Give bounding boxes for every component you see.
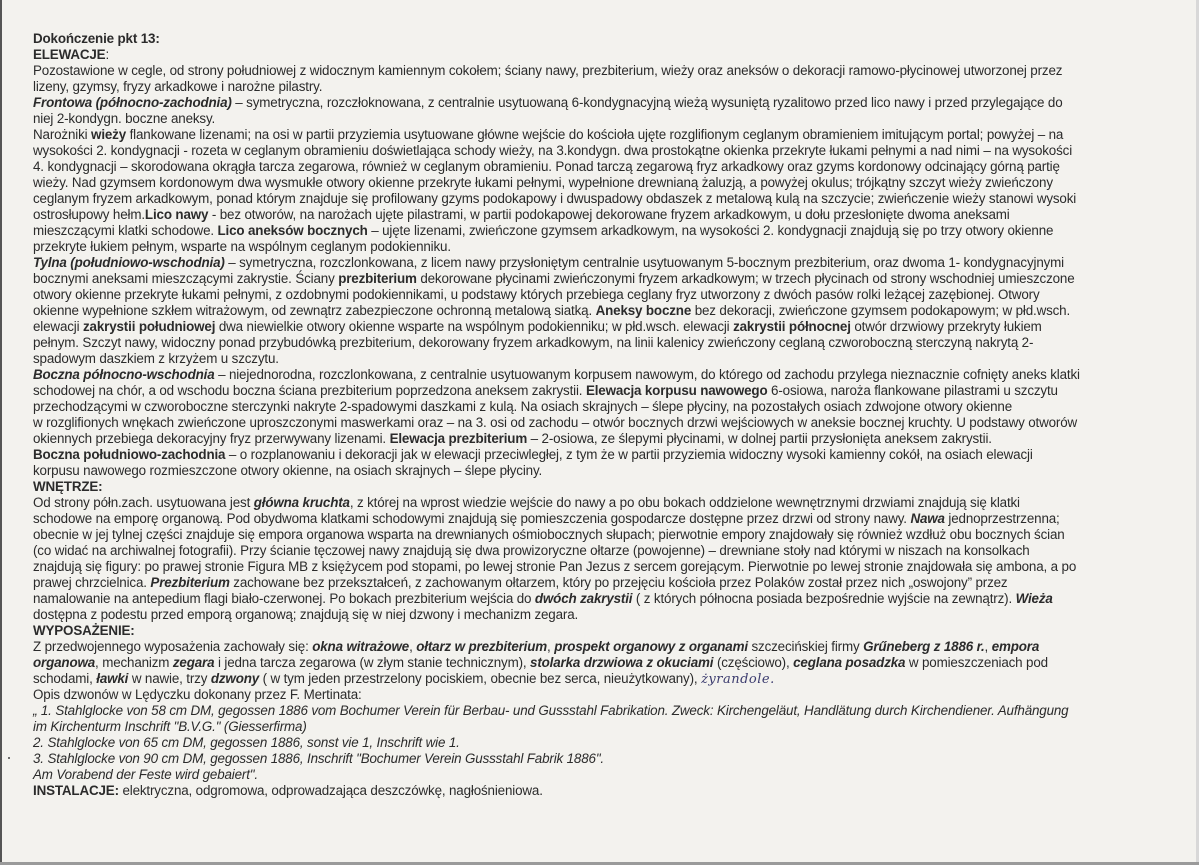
text-segment: w rozglifionych wnękach zwieńczone uproszczonymi maswerkami oraz – na 3. osi od zachodu – otwór bocznych drzwi wejściowych w aneksie bocznej kruchty. U podstawy otworów	[33, 415, 1078, 430]
text-segment: niej 2-kondygn. boczne aneksy.	[33, 111, 216, 126]
text-line	[33, 527, 1193, 543]
text-line	[33, 735, 1193, 751]
emphasized-text: Nawa	[910, 511, 945, 526]
text-segment: okienne wypełnione szkłem witrażowym, od zewnątrz zabezpieczone ochronną metalową siatką.	[33, 303, 596, 318]
text-segment: 4. kondygnacji – skorodowana okrągła tarcza zegarowa, również w ceglanym obramieniu. Ponad tarczą zegarową fryz arkadkowy oraz gzyms kordonowy odcinający górną partię	[33, 159, 1060, 174]
text-segment: Od strony półn.zach. usytuowana jest	[33, 495, 254, 510]
text-line	[33, 287, 1193, 303]
text-segment: Z przedwojennego wyposażenia zachowały się:	[33, 639, 313, 654]
text-segment: wysokości 2. kondygnacji - rozeta w ceglanym obramieniu doświetlająca schody wieży, na 3.kondygn. dwa prostokątne okienka przekryte łukami pełnymi a nad nimi – na wysokości	[33, 143, 1073, 158]
emphasized-text: wieży	[91, 127, 127, 142]
text-line	[33, 767, 1193, 783]
scan-speck	[8, 757, 10, 759]
handwritten-note: żyrandole.	[701, 672, 775, 687]
document-body	[33, 31, 1193, 799]
text-segment: – symetryczna, rozczłoknowana, z centralnie usytuowaną 6-kondygnacyjną wieżą wysuniętą ryzalitowo przed lico nawy i przed przylegające do	[231, 95, 1063, 110]
text-segment: dostępna z podestu przed emporą organową; znajdują się w niej dzwony i mechanizm zegara.	[33, 607, 579, 622]
text-line	[33, 271, 1193, 287]
text-line	[33, 143, 1193, 159]
emphasized-text: okna witrażowe	[312, 639, 410, 654]
text-segment: 2. Stahlglocke von 65 cm DM, gegossen 1886, sonst vie 1, Inschrift wie 1.	[33, 735, 460, 750]
emphasized-text: zakrystii północnej	[733, 319, 851, 334]
text-segment: ,	[409, 639, 417, 654]
emphasized-text: zakrystii południowej	[83, 319, 216, 334]
text-segment: – niejednorodna, rozczlonkowana, z centralnie usytuowanym korpusem nawowym, do którego od zachodu przylega nieznacznie cofnięty aneks klatki	[214, 367, 1080, 382]
text-line	[33, 191, 1193, 207]
text-segment: bocznymi aneksami mieszczącymi zakrystie. Ściany	[33, 271, 339, 286]
emphasized-text: ELEWACJE	[33, 47, 106, 62]
text-line	[33, 335, 1193, 351]
text-line	[33, 703, 1193, 719]
emphasized-text: Aneksy boczne	[595, 303, 692, 318]
text-segment: – o rozplanowaniu i dekoracji jak w elewacji przeciwległej, z tym że w partii przyziemia widoczny wysoki kamienny cokół, na osiach elewacji	[225, 447, 1033, 462]
text-segment: Opis dzwonów w Lędyczku dokonany przez F. Mertinata:	[33, 687, 362, 702]
text-line	[33, 479, 1193, 495]
emphasized-text: prezbiterium	[338, 271, 417, 286]
text-segment: dwa niewielkie otwory okienne wsparte na wspólnym podokienniku; w płd.wsch. elewacji	[215, 319, 734, 334]
emphasized-text: Lico aneksów bocznych	[217, 223, 368, 238]
text-line	[33, 303, 1193, 319]
text-line	[33, 207, 1193, 223]
text-line	[33, 719, 1193, 735]
text-line	[33, 495, 1193, 511]
text-segment: korpusu nawowego rozmieszczone otwory okienne, na osiach skrajnych – ślepe płyciny.	[33, 463, 543, 478]
emphasized-text: Prezbiterium	[150, 575, 230, 590]
emphasized-text: dwóch zakrystii	[534, 591, 633, 606]
text-segment: 3. Stahlglocke von 90 cm DM, gegossen 1886, Inschrift "Bochumer Verein Gussstahl Fabrik 1886".	[33, 751, 605, 766]
text-segment: , mechanizm	[95, 655, 173, 670]
text-line	[33, 383, 1193, 399]
text-line	[33, 111, 1193, 127]
text-line	[33, 575, 1193, 591]
text-segment: - bez otworów, na narożach ujęte pilastrami, w partii podokapowej dekorowane fryzem arkadkowym, u dołu przesłonięte dwoma aneksami	[208, 207, 1010, 222]
emphasized-text: organowa	[33, 655, 96, 670]
text-line	[33, 63, 1193, 79]
emphasized-text: ołtarz w prezbiterium	[416, 639, 548, 654]
emphasized-text: WYPOSAŻENIE:	[33, 623, 135, 638]
text-line	[33, 367, 1193, 383]
emphasized-text: dzwony	[210, 671, 260, 686]
emphasized-text: Boczna południowo-zachodnia	[33, 447, 226, 462]
text-line	[33, 623, 1193, 639]
text-line	[33, 751, 1193, 767]
text-line	[33, 47, 1193, 63]
text-segment: przekryte łukiem pełnym, wsparte na wspólnym ceglanym podokienniku.	[33, 239, 451, 254]
text-segment: ( z których północna posiada bezpośrednie wyjście na zewnątrz).	[632, 591, 1016, 606]
text-line	[33, 239, 1193, 255]
text-segment: lizeny, gzymsy, fryzy arkadkowe i narożne pilastry.	[33, 79, 323, 94]
emphasized-text: Elewacja prezbiterium	[389, 431, 528, 446]
emphasized-text: główna kruchta	[253, 495, 350, 510]
text-line	[33, 95, 1193, 111]
text-segment: (częściowo),	[713, 655, 794, 670]
text-segment: elektryczna, odgromowa, odprowadzająca deszczówkę, nagłośnieniowa.	[118, 783, 543, 798]
text-line	[33, 543, 1193, 559]
emphasized-text: zegara	[172, 655, 215, 670]
scan-edge-left	[0, 0, 2, 865]
text-line	[33, 255, 1193, 271]
text-line	[33, 31, 1193, 47]
text-line	[33, 127, 1193, 143]
text-segment: Narożniki	[33, 127, 92, 142]
emphasized-text: Frontowa (północno-zachodnia)	[33, 95, 232, 110]
emphasized-text: Wieża	[1015, 591, 1053, 606]
emphasized-text: WNĘTRZE:	[33, 479, 103, 494]
text-segment: Am Vorabend der Feste wird gebaiert".	[33, 767, 258, 782]
text-line	[33, 463, 1193, 479]
text-segment: znajdują się figury: po prawej stronie Figura MB z księżycem pod stopami, po lewej stronie Pan Jezus z sercem gorejącym. Pierwotnie po lewej stronie znajdowała się ambona, a po	[33, 559, 1077, 574]
text-segment: szczecińskiej firmy	[747, 639, 864, 654]
text-line	[33, 783, 1193, 799]
text-segment: ,	[547, 639, 555, 654]
text-line	[33, 175, 1193, 191]
emphasized-text: INSTALACJE:	[33, 783, 119, 798]
text-segment: w nawie, trzy	[128, 671, 211, 686]
text-line	[33, 607, 1193, 623]
text-segment: Pozostawione w cegle, od strony południowej z widocznym kamiennym cokołem; ściany nawy, prezbiterium, wieży oraz aneksów o dekoracji ramowo-płycinowej utworzonej przez	[33, 63, 1063, 78]
text-line	[33, 319, 1193, 335]
text-line	[33, 591, 1193, 607]
text-segment: 6-osiowa, naroża flankowane pilastrami u szczytu	[767, 383, 1058, 398]
emphasized-text: Tylna (południowo-wschodnia)	[33, 255, 225, 270]
text-line	[33, 223, 1193, 239]
text-segment: – ujęte lizenami, zwieńczone gzymsem arkadkowym, na wysokości 2. kondygnacji znajdują się po trzy otwory okienne	[367, 223, 1054, 238]
text-segment: obecnie w jej tylnej części znajduje się empora organowa wsparta na drewnianych ośmiobocznych słupach; pierwotnie empory znajdowały się również wzdłuż obu bocznych ścian	[33, 527, 1065, 542]
text-segment: flankowane lizenami; na osi w partii przyziemia usytuowane główne wejście do kościoła ujęte rozglifionym ceglanym obramieniem imitującym portal; powyżej – na	[126, 127, 1064, 142]
text-line	[33, 159, 1193, 175]
text-segment: w pomieszczeniach pod	[905, 655, 1048, 670]
text-segment: ( w tym jeden przestrzelony pociskiem, obecnie bez serca, nieużytkowany),	[259, 671, 702, 686]
text-line	[33, 447, 1193, 463]
text-segment: ostrosłupowy hełm.	[33, 207, 145, 222]
emphasized-text: Boczna północno-wschodnia	[33, 367, 215, 382]
emphasized-text: ławki	[96, 671, 129, 686]
text-segment: – 2-osiowa, ze ślepymi płycinami, w dolnej partii przysłonięta aneksem zakrystii.	[527, 431, 992, 446]
emphasized-text: ceglana posadzka	[793, 655, 906, 670]
text-segment: prawej chrzcielnica.	[33, 575, 151, 590]
text-segment: pełnym. Szczyt nawy, widoczny ponad przybudówką prezbiterium, dekorowany fryzem arkadkowym, na linii kalenicy zwieńczony ceglaną czworoboczną sterczyną nakrytą 2-	[33, 335, 1034, 350]
emphasized-text: Grűneberg z 1886 r.	[863, 639, 985, 654]
text-segment: okiennych przebiega dekoracyjny fryz przerwywany lizenami.	[33, 431, 390, 446]
text-segment: ,	[984, 639, 992, 654]
text-line	[33, 639, 1193, 655]
text-segment: (co widać na archiwalnej fotografii). Przy ścianie tęczowej nawy znajdują się dwa prowizoryczne ołtarze (powojenne) – drewniane stoły nad którymi w niszach na konsolkach	[33, 543, 1030, 558]
text-line	[33, 655, 1193, 671]
text-segment: schodowej na chór, a od wschodu boczna ściana prezbiterium poprzedzona aneksem zakrystii.	[33, 383, 586, 398]
text-line	[33, 687, 1193, 703]
text-segment: schodowe na emporę organową. Pod obydwoma klatkami schodowymi znajdują się pomieszczenia gospodarcze dostępne przez drzwi od strony nawy.	[33, 511, 911, 526]
emphasized-text: Elewacja korpusu nawowego	[585, 383, 768, 398]
emphasized-text: Lico nawy	[144, 207, 209, 222]
text-segment: otwory okienne przekryte łukami pełnymi, z ozdobnymi podokiennikami, u podstawy których przebiega ceglany fryz utworzony z dwóch pasów rolki leżącej zazębionej. Otwory	[33, 287, 1040, 302]
text-segment: bez dekoracji, zwieńczone gzymsem podokapowym; w płd.wsch.	[691, 303, 1071, 318]
emphasized-text: Dokończenie pkt 13:	[33, 31, 160, 46]
emphasized-text: stolarka drzwiowa z okuciami	[530, 655, 714, 670]
text-line	[33, 431, 1193, 447]
text-segment: zachowane bez przekształceń, z zachowanym ołtarzem, który po przejęciu kościoła przez Polaków został przez nich „oswojony” przez	[229, 575, 1008, 590]
text-line	[33, 415, 1193, 431]
emphasized-text: empora	[991, 639, 1040, 654]
text-line	[33, 399, 1193, 415]
text-segment: – symetryczna, rozczlonkowana, z licem nawy przysłoniętym centralnie usytuowanym 5-bocznym prezbiterium, oraz dwoma 1- kondygnacyjnymi	[224, 255, 1065, 270]
text-segment: dekorowane płycinami zwieńczonymi fryzem arkadkowym; w trzech płycinach od strony wschodniej umieszczone	[416, 271, 1075, 286]
text-segment: wieży. Nad gzymsem kordonowym dwa wysmukłe otwory okienne przekryte łukami pełnymi, wypełnione drewnianą żaluzją, a powyżej okulus; trójkątny szczyt wieży zwieńczony	[33, 175, 1053, 190]
text-segment: spadowym daszkiem z krzyżem u szczytu.	[33, 351, 279, 366]
text-segment: przechodzącymi w czworoboczne sterczynki nakryte 2-spadowymi daszkami z kulą. Na osiach skrajnych – ślepe płyciny, na pozostałych osiach zdwojone otwory okienne	[33, 399, 1013, 414]
text-segment: :	[105, 47, 110, 62]
emphasized-text: prospekt organowy z organami	[554, 639, 748, 654]
text-segment: elewacji	[33, 319, 84, 334]
text-segment: im Kirchenturm Inschrift "B.V.G." (Giesserfirma)	[33, 719, 307, 734]
text-segment: namalowanie na antepedium flagi biało-czerwonej. Po bokach prezbiterium wejścia do	[33, 591, 535, 606]
text-segment: schodami,	[33, 671, 97, 686]
text-line	[33, 671, 1193, 687]
text-line	[33, 351, 1193, 367]
text-line	[33, 511, 1193, 527]
text-segment: mieszczącymi klatki schodowe.	[33, 223, 218, 238]
text-segment: i jedna tarcza zegarowa (w złym stanie technicznym),	[214, 655, 531, 670]
text-line	[33, 559, 1193, 575]
text-segment: „ 1. Stahlglocke von 58 cm DM, gegossen 1886 vom Bochumer Verein für Berbau- und Gussstahl Fabrikation. Zweck: Kirchengeläut, Handlätung durch Kirchendiener. Aufhängung	[33, 703, 1069, 718]
text-segment: jednoprzestrzenna;	[944, 511, 1060, 526]
text-segment: otwór drzwiowy przekryty łukiem	[850, 319, 1042, 334]
text-segment: , z której na wprost wiedzie wejście do nawy a po obu bokach oddzielone wewnętrznymi drzwiami znajdują się klatki	[349, 495, 1020, 510]
text-segment: ceglanym fryzem arkadkowym, ponad którym znajduje się profilowany gzyms podokapowy i dwuspadowy obdaszek z metalową kulą na szczycie; zwieńczenie wieży stanowi wysoki	[33, 191, 1077, 206]
text-line	[33, 79, 1193, 95]
